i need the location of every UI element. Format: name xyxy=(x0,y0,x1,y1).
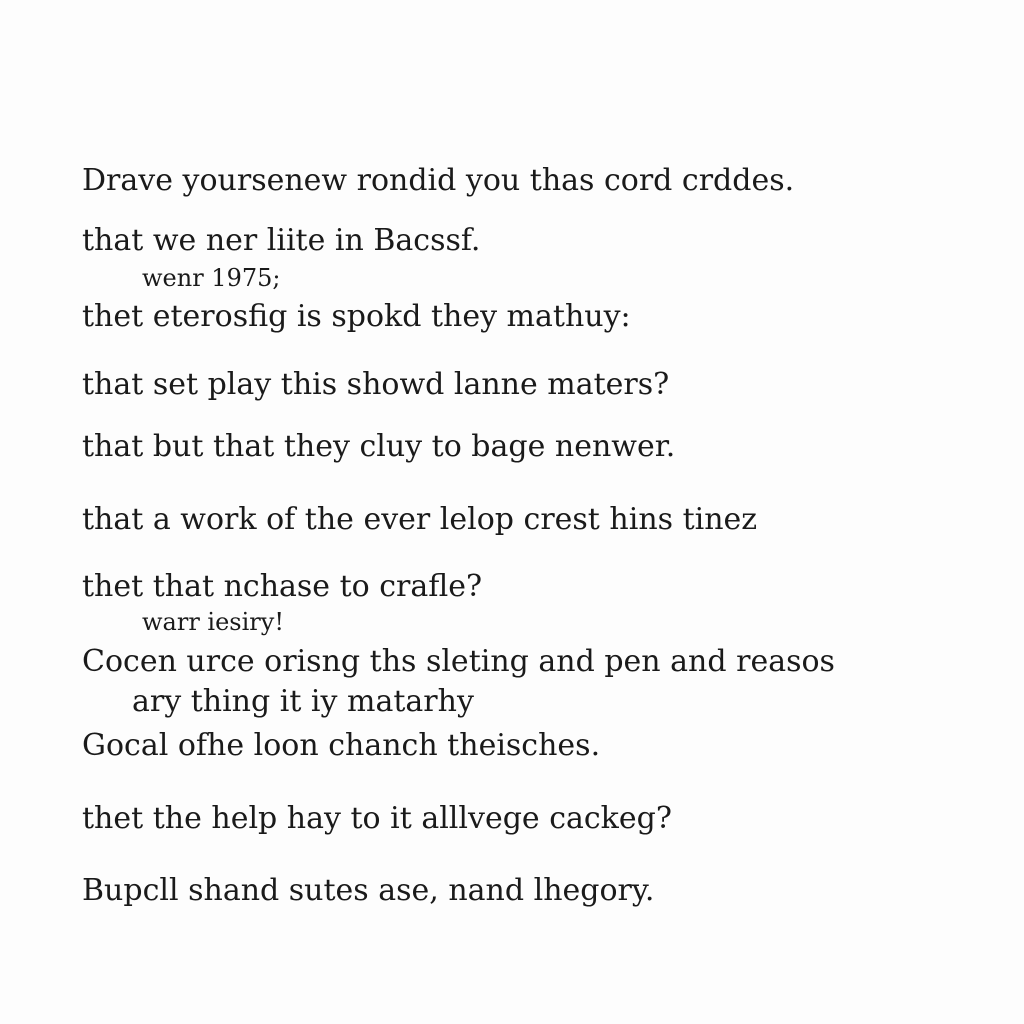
text-line: that we ner liite in Bacssf. xyxy=(82,223,481,258)
text-line: that set play this showd lanne maters? xyxy=(82,367,670,402)
text-line: Gocal ofhe loon chanch theisches. xyxy=(82,728,601,763)
text-line: thet eterosfig is spokd they mathuy: xyxy=(82,299,631,334)
text-line: that but that they cluy to bage nenwer. xyxy=(82,429,676,464)
text-line: that a work of the ever lelop crest hins tinez xyxy=(82,502,758,537)
text-line: Drave yoursenew rondid you thas cord crddes. xyxy=(82,163,795,198)
text-line-indented: ary thing it iy matarhy xyxy=(132,684,474,719)
text-line: Cocen urce orisng ths sleting and pen and reasos xyxy=(82,644,835,679)
text-line: Bupcll shand sutes ase, nand lhegory. xyxy=(82,873,655,908)
text-line: thet the help hay to it alllvege cackeg? xyxy=(82,801,672,836)
text-subline: warr iesiry! xyxy=(142,608,284,636)
text-line: thet that nchase to crafle? xyxy=(82,569,483,604)
text-subline: wenr 1975; xyxy=(142,264,281,292)
